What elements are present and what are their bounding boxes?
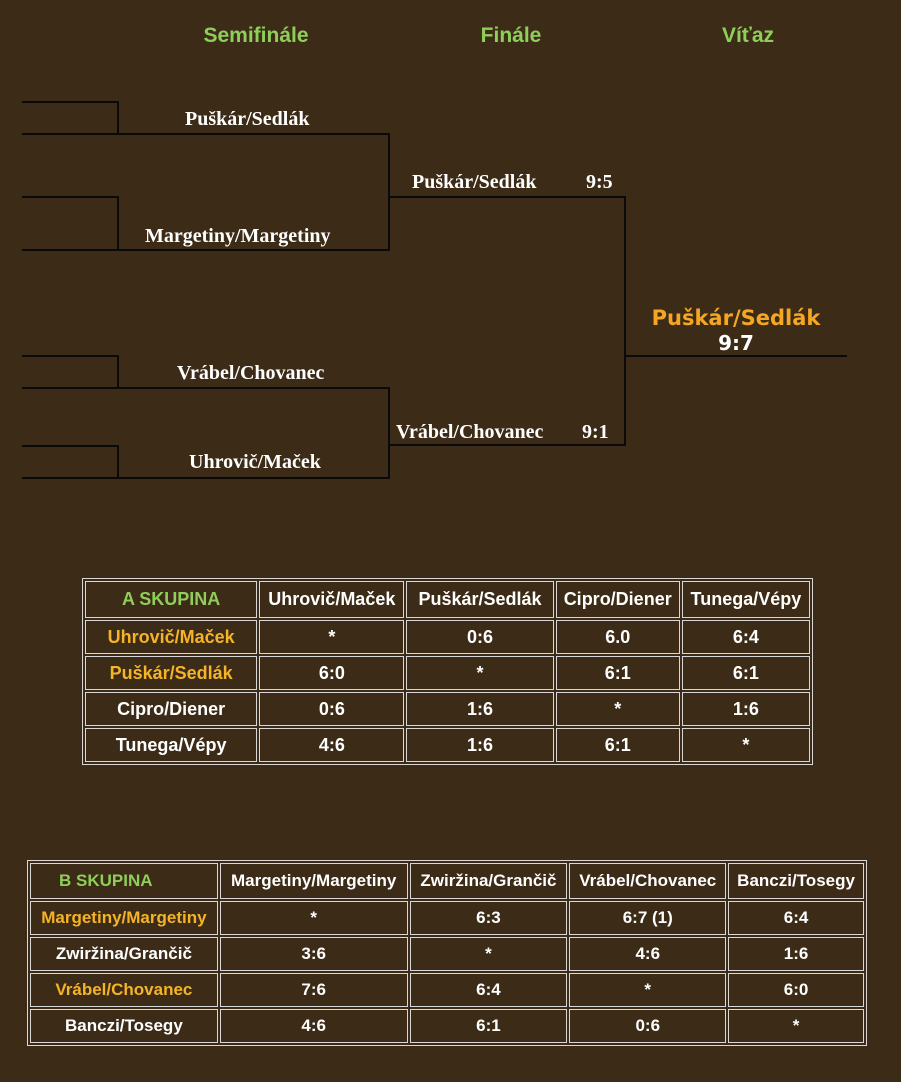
group-b-cell: 6:4 <box>410 973 568 1007</box>
group-b-cell: * <box>569 973 726 1007</box>
table-row <box>85 620 810 654</box>
group-b-cell: 3:6 <box>220 937 408 971</box>
group-a-cell: 6:1 <box>556 656 680 690</box>
group-a-cell: 0:6 <box>259 692 404 726</box>
group-b-table <box>27 860 867 1046</box>
group-a-cell: 6.0 <box>556 620 680 654</box>
winner-score: 9:7 <box>718 331 754 355</box>
group-a-cell: 1:6 <box>406 692 553 726</box>
final-score-2: 9:1 <box>582 421 609 443</box>
table-row <box>30 901 864 935</box>
semi-team-3: Vrábel/Chovanec <box>177 362 325 384</box>
table-row <box>85 728 810 762</box>
group-a-cell: * <box>259 620 404 654</box>
group-b-cell: 6:1 <box>410 1009 568 1043</box>
header-semifinals: Semifinále <box>203 24 309 47</box>
group-a-cell: 1:6 <box>682 692 810 726</box>
semi-team-1: Puškár/Sedlák <box>185 108 310 130</box>
group-a-cell: * <box>406 656 553 690</box>
group-b-col-header: Margetiny/Margetiny <box>220 863 408 899</box>
group-a-cell: * <box>556 692 680 726</box>
header-final: Finále <box>480 24 542 47</box>
group-a-col-header: Puškár/Sedlák <box>406 581 553 618</box>
group-b-cell: 6:7 (1) <box>569 901 726 935</box>
group-a-cell: 6:1 <box>682 656 810 690</box>
group-b-cell: 1:6 <box>728 937 864 971</box>
group-a-cell: 0:6 <box>406 620 553 654</box>
final-score-1: 9:5 <box>586 171 613 193</box>
group-b-cell: 4:6 <box>220 1009 408 1043</box>
group-b-title: B SKUPINA <box>30 863 218 899</box>
final-team-2: Vrábel/Chovanec <box>396 421 544 443</box>
group-a-table <box>82 578 813 765</box>
group-a-col-header: Uhrovič/Maček <box>259 581 404 618</box>
group-b-col-header: Banczi/Tosegy <box>728 863 864 899</box>
group-b-row-team: Margetiny/Margetiny <box>30 901 218 935</box>
group-b-row-team: Banczi/Tosegy <box>30 1009 218 1043</box>
group-a-cell: * <box>682 728 810 762</box>
group-b-col-header: Vrábel/Chovanec <box>569 863 726 899</box>
group-b-cell: * <box>410 937 568 971</box>
header-winner: Víťaz <box>721 24 775 47</box>
table-row <box>85 656 810 690</box>
group-b-cell: 6:4 <box>728 901 864 935</box>
winner-team: Puškár/Sedlák <box>651 306 821 330</box>
group-b-cell: 6:3 <box>410 901 568 935</box>
group-b-col-header: Zwiržina/Grančič <box>410 863 568 899</box>
group-a-row-team: Puškár/Sedlák <box>85 656 257 690</box>
group-a-cell: 6:1 <box>556 728 680 762</box>
group-b-row-team: Zwiržina/Grančič <box>30 937 218 971</box>
group-a-row-team: Cipro/Diener <box>85 692 257 726</box>
group-a-cell: 4:6 <box>259 728 404 762</box>
table-row <box>30 1009 864 1043</box>
table-row <box>30 973 864 1007</box>
group-b-cell: 6:0 <box>728 973 864 1007</box>
group-a-col-header: Cipro/Diener <box>556 581 680 618</box>
table-row <box>30 937 864 971</box>
group-b-cell: 7:6 <box>220 973 408 1007</box>
group-a-cell: 6:0 <box>259 656 404 690</box>
group-b-cell: * <box>728 1009 864 1043</box>
group-a-cell: 1:6 <box>406 728 553 762</box>
group-b-cell: 4:6 <box>569 937 726 971</box>
group-b-cell: 0:6 <box>569 1009 726 1043</box>
group-a-col-header: Tunega/Vépy <box>682 581 810 618</box>
group-b-row-team: Vrábel/Chovanec <box>30 973 218 1007</box>
final-team-1: Puškár/Sedlák <box>412 171 537 193</box>
semi-team-4: Uhrovič/Maček <box>189 451 321 473</box>
group-a-cell: 6:4 <box>682 620 810 654</box>
group-a-title: A SKUPINA <box>85 581 257 618</box>
table-row <box>85 692 810 726</box>
group-a-row-team: Uhrovič/Maček <box>85 620 257 654</box>
semi-team-2: Margetiny/Margetiny <box>145 225 331 247</box>
group-a-row-team: Tunega/Vépy <box>85 728 257 762</box>
group-b-cell: * <box>220 901 408 935</box>
